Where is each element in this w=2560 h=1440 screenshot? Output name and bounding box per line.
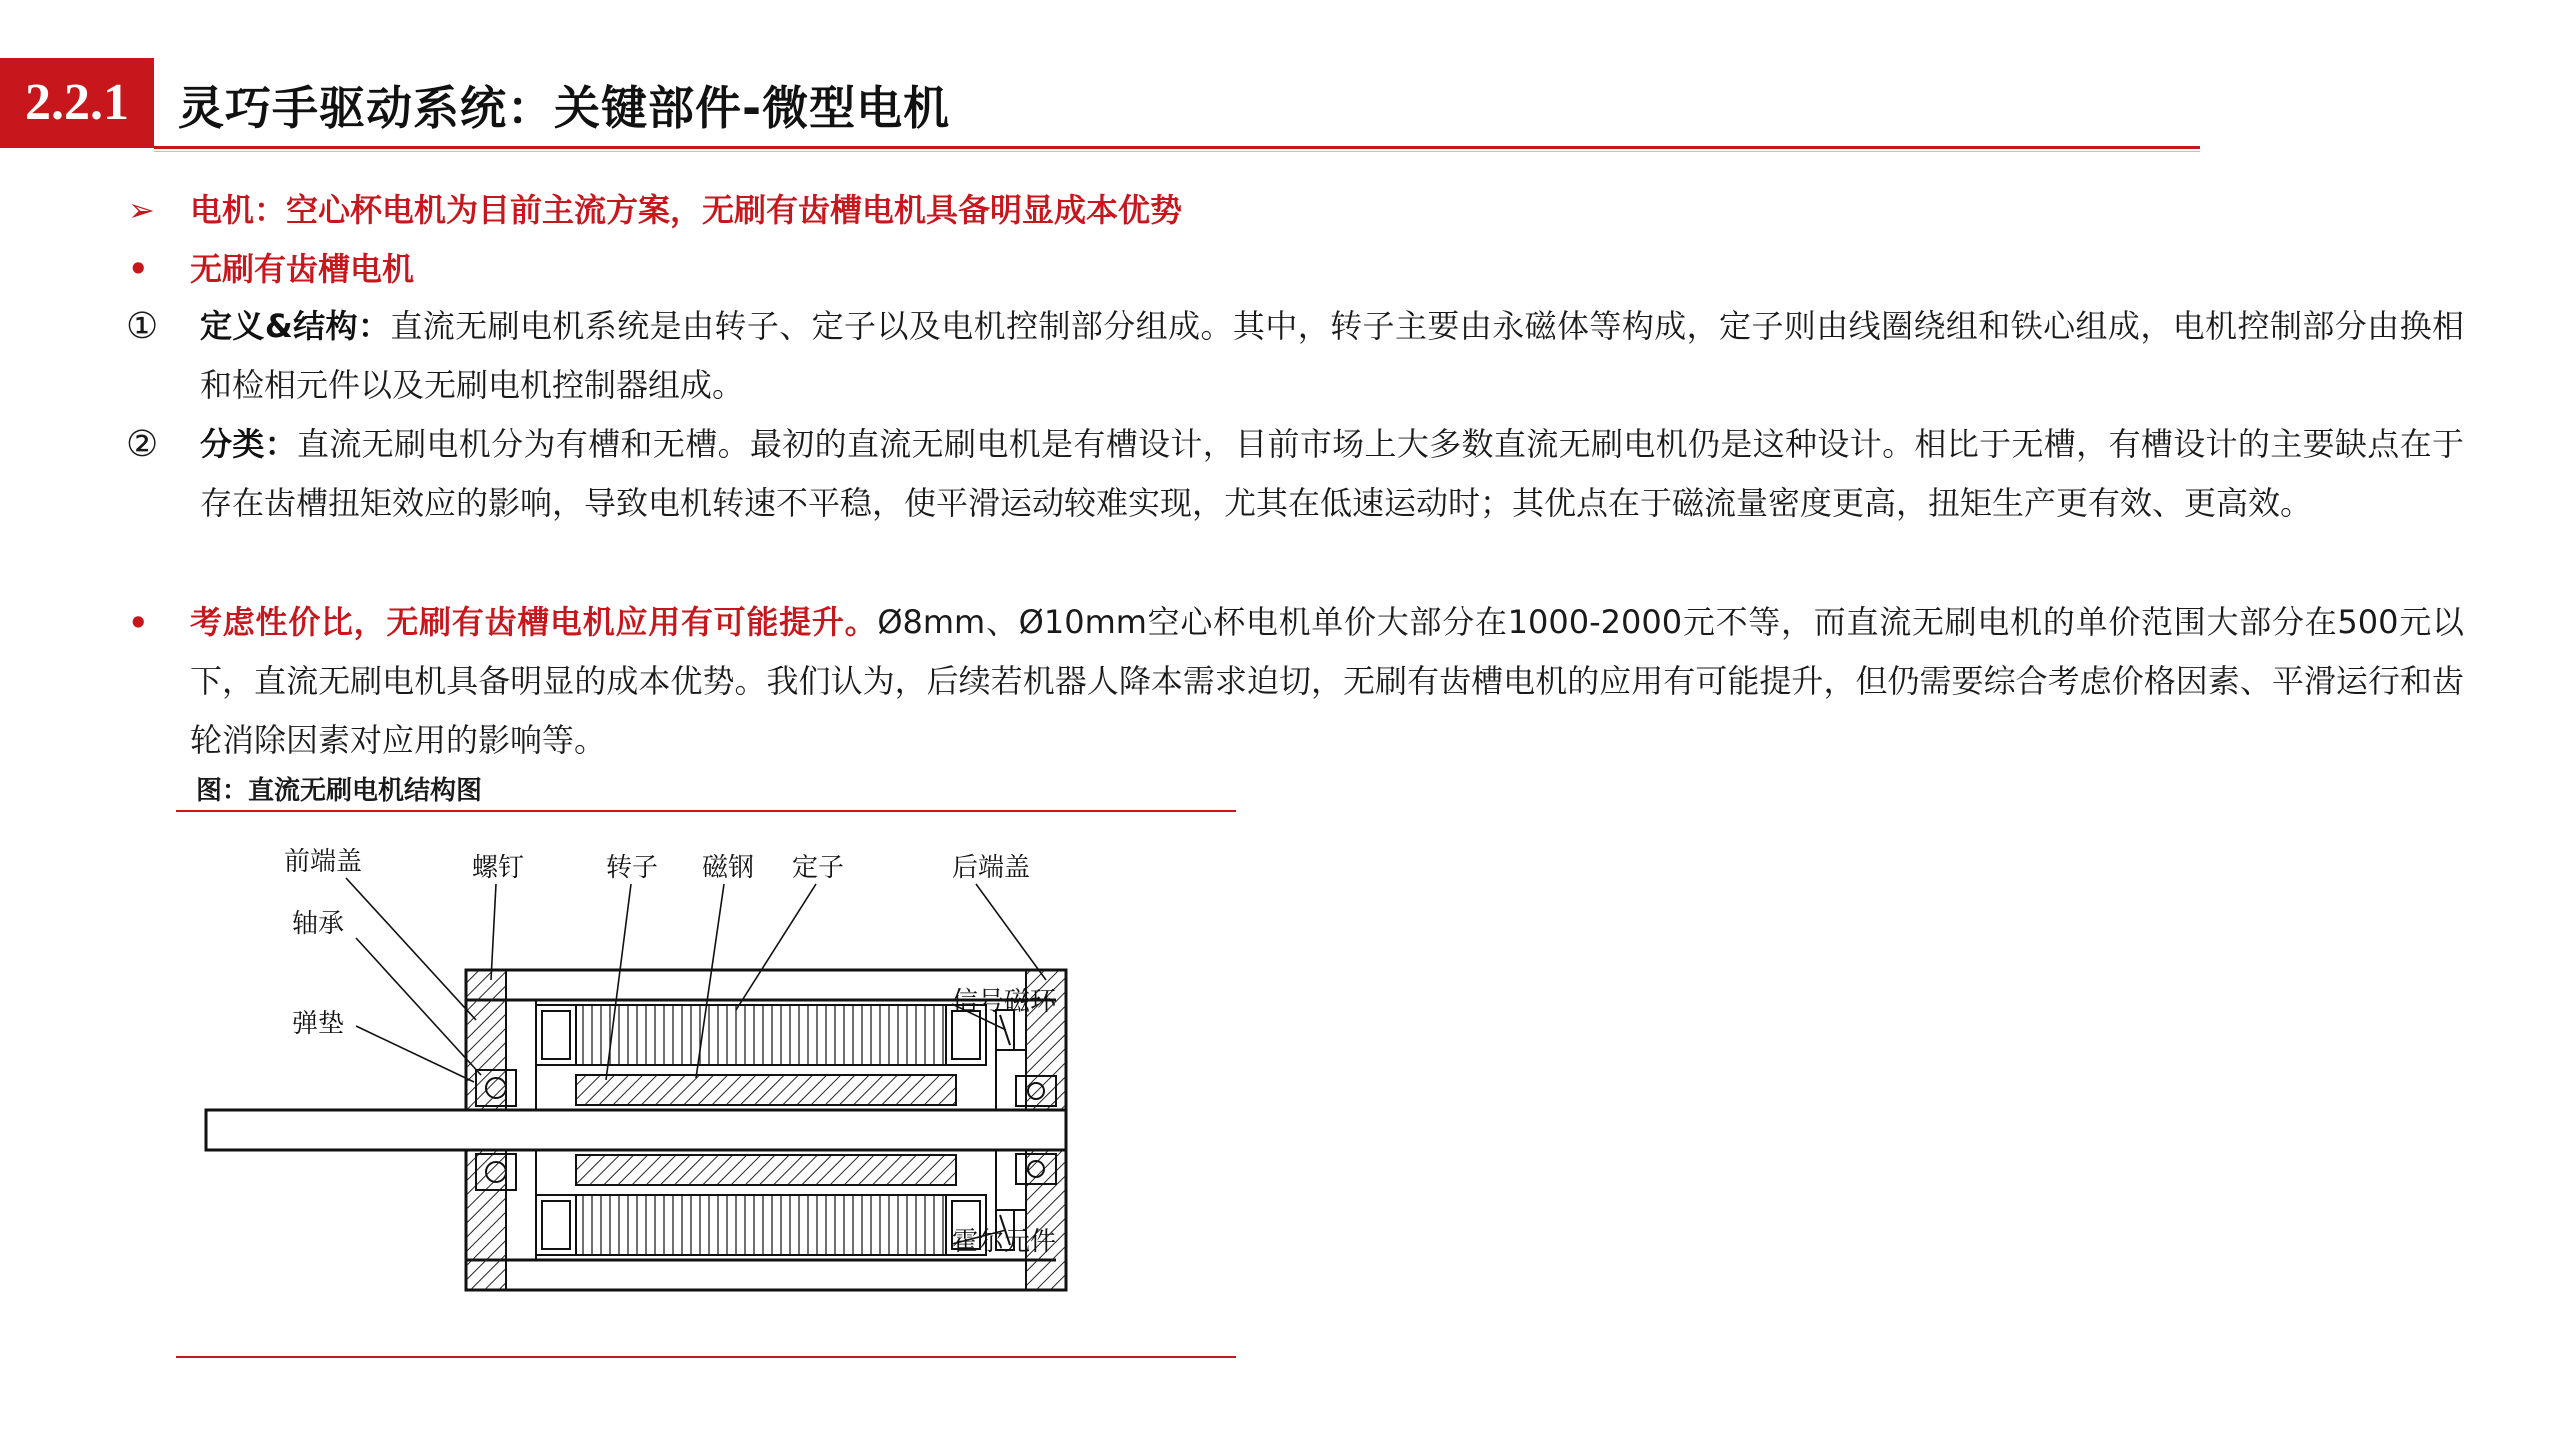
subheading-text: 无刷有齿槽电机 bbox=[190, 250, 415, 288]
label-bearing: 轴承 bbox=[292, 909, 345, 939]
item2-text: 直流无刷电机分为有槽和无槽。最初的直流无刷电机是有槽设计，目前市场上大多数直流无刷电机仍是这种设计。相比于无槽，有槽设计的主要缺点在于存在齿槽扭矩效应的影响，导致电机转速不平稳，使平滑运动较难实现，尤其在低速运动时；其优点在于磁流量密度更高，扭矩生产更有效、更高效。 bbox=[200, 425, 2464, 522]
label-rotor: 转子 bbox=[606, 853, 659, 883]
page-title: 灵巧手驱动系统：关键部件-微型电机 bbox=[178, 81, 951, 135]
label-signal-ring: 信号磁环 bbox=[952, 987, 1057, 1017]
title-divider-shadow bbox=[154, 151, 2200, 152]
shaft-shape bbox=[206, 1110, 1066, 1150]
label-screw: 螺钉 bbox=[472, 853, 525, 883]
label-spring-washer: 弹垫 bbox=[292, 1009, 345, 1039]
figure-bottom-rule bbox=[176, 1356, 1236, 1358]
item2-paragraph bbox=[200, 415, 2464, 533]
title-divider bbox=[154, 146, 2200, 149]
section-number: 2.2.1 bbox=[0, 58, 154, 148]
subheading-bullet-icon: • bbox=[128, 250, 149, 288]
label-rear-cover: 后端盖 bbox=[952, 853, 1031, 883]
conclusion-bullet-icon: • bbox=[128, 604, 149, 642]
label-stator: 定子 bbox=[792, 853, 845, 883]
item2-label: 分类： bbox=[200, 425, 298, 463]
item1-label: 定义&结构： bbox=[200, 307, 391, 345]
headline-arrow-icon: ➢ bbox=[128, 191, 155, 229]
conclusion-paragraph bbox=[190, 593, 2464, 770]
item1-paragraph bbox=[200, 297, 2464, 415]
figure-top-rule bbox=[176, 810, 1236, 812]
headline-text: 电机：空心杯电机为目前主流方案，无刷有齿槽电机具备明显成本优势 bbox=[190, 191, 1183, 229]
item1-marker: ① bbox=[126, 306, 159, 347]
figure-caption: 图：直流无刷电机结构图 bbox=[196, 776, 483, 806]
motor-diagram bbox=[176, 820, 1236, 1350]
item2-marker: ② bbox=[126, 424, 159, 465]
conclusion-label: 考虑性价比，无刷有齿槽电机应用有可能提升。 bbox=[190, 603, 878, 641]
conclusion-text: Ø8mm、Ø10mm空心杯电机单价大部分在1000-2000元不等，而直流无刷电机的单价范围大部分在500元以下，直流无刷电机具备明显的成本优势。我们认为，后续若机器人降本需求迫切，无刷有齿槽电机的应用有可能提升，但仍需要综合考虑价格因素、平滑运行和齿轮消除因素对应用的影响等。 bbox=[190, 603, 2464, 759]
label-magnet: 磁钢 bbox=[702, 853, 755, 883]
label-hall-element: 霍尔元件 bbox=[952, 1227, 1057, 1257]
item1-text: 直流无刷电机系统是由转子、定子以及电机控制部分组成。其中，转子主要由永磁体等构成，定子则由线圈绕组和铁心组成，电机控制部分由换相和检相元件以及无刷电机控制器组成。 bbox=[200, 307, 2464, 404]
label-front-cover: 前端盖 bbox=[284, 847, 363, 877]
